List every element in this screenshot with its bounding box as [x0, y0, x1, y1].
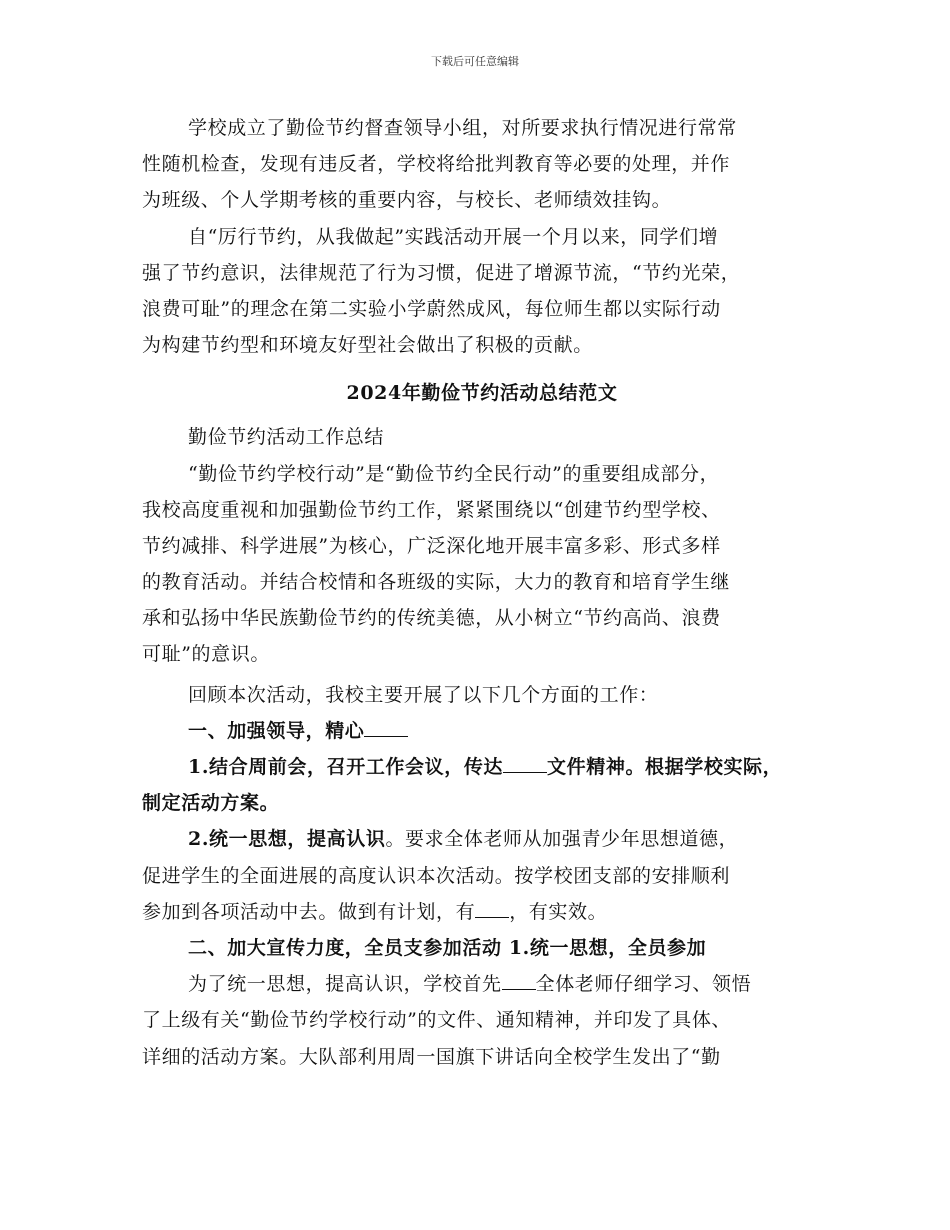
section-heading: 二、加大宣传力度，全员支参加活动 1.统一思想，全员参加 [188, 936, 707, 959]
paragraph-line: 详细的活动方案。大队部利用周一国旗下讲话向全校学生发出了“勤 [142, 1045, 721, 1068]
item-bold-text: 2.统一思想，提高认识 [188, 828, 386, 851]
page-header: 下载后可任意编辑 [431, 55, 519, 68]
paragraph-line: 承和弘扬中华民族勤俭节约的传统美德，从小树立“节约高尚、浪费 [142, 607, 721, 630]
paragraph-line [142, 821, 822, 857]
paragraph-line: 回顾本次活动，我校主要开展了以下几个方面的工作： [188, 683, 659, 706]
paragraph-line [142, 749, 822, 785]
document-title: 2024年勤俭节约活动总结范文 [346, 382, 618, 405]
subtitle: 勤俭节约活动工作总结 [188, 426, 385, 449]
fill-blank [503, 753, 547, 773]
fill-blank [475, 898, 509, 918]
paragraph-line: 节约减排、科学进展”为核心，广泛深化地开展丰富多彩、形式多样 [142, 534, 721, 557]
item-text: 参加到各项活动中去。做到有计划，有 [142, 900, 476, 923]
paragraph-line: 我校高度重视和加强勤俭节约工作，紧紧围绕以“创建节约型学校、 [142, 498, 721, 521]
paragraph-line: 促进学生的全面进展的高度认识本次活动。按学校团支部的安排顺利 [142, 864, 731, 887]
item-text: ，有实效。 [509, 900, 608, 923]
paragraph-line: 制定活动方案。 [142, 792, 280, 815]
paragraph-line: 了上级有关“勤俭节约学校行动”的文件、通知精神，并印发了具体、 [142, 1009, 732, 1032]
paragraph-line: 性随机检查，发现有违反者，学校将给批判教育等必要的处理，并作 [142, 153, 731, 176]
item-text: 文件精神。根据学校实际， [547, 756, 783, 778]
paragraph-line: 为班级、个人学期考核的重要内容，与校长、老师绩效挂钩。 [142, 189, 672, 212]
fill-blank [364, 717, 408, 737]
document-body [142, 110, 822, 1075]
paragraph-line [142, 894, 822, 930]
paragraph-line: 强了节约意识，法律规范了行为习惯，促进了增源节流，“节约光荣， [142, 261, 741, 284]
paragraph-line: 浪费可耻”的理念在第二实验小学蔚然成风，每位师生都以实际行动 [142, 297, 721, 320]
paragraph-line: 为构建节约型和环境友好型社会做出了积极的贡献。 [142, 334, 593, 357]
item-text: 为了统一思想，提高认识，学校首先 [188, 973, 502, 996]
paragraph-line: 自“厉行节约，从我做起”实践活动开展一个月以来，同学们增 [188, 225, 719, 248]
section-heading-text: 一、加强领导，精心 [188, 719, 365, 742]
section-heading [142, 713, 822, 749]
paragraph-line: 的教育活动。并结合校情和各班级的实际，大力的教育和培育学生继 [142, 571, 731, 594]
fill-blank [502, 970, 536, 990]
item-text: 1.结合周前会，召开工作会议，传达 [188, 756, 504, 778]
paragraph-line: “勤俭节约学校行动”是“勤俭节约全民行动”的重要组成部分， [188, 462, 720, 485]
item-text: 。要求全体老师从加强青少年思想道德， [385, 828, 739, 851]
paragraph-line [142, 966, 822, 1002]
paragraph-line: 可耻”的意识。 [142, 643, 270, 666]
paragraph-line: 学校成立了勤俭节约督查领导小组，对所要求执行情况进行常常 [188, 117, 737, 139]
item-text: 全体老师仔细学习、领悟 [535, 973, 752, 996]
